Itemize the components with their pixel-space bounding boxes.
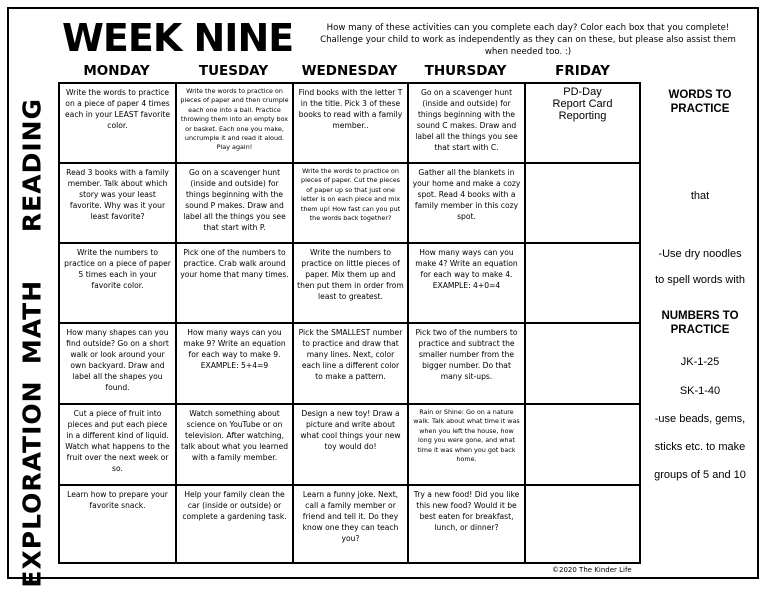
day-thursday: THURSDAY [424, 63, 507, 79]
numbers-tip-line-1: -use beads, gems, [654, 413, 746, 425]
cell-math-friday-1 [524, 242, 641, 324]
numbers-sk: SK-1-40 [679, 385, 721, 397]
cell-reading-tuesday-2: Go on a scavenger hunt (inside and outside) for things beginning with the sound P makes. Draw and label all the things you see that start with P. [175, 162, 294, 244]
cell-exploration-thursday-2: Try a new food! Did you like this new food? Would it be best eaten for breakfast, lunch, or dinner? [407, 484, 526, 564]
cell-exploration-thursday-1: Rain or Shine: Go on a nature walk. Talk about what time it was when you left the house, how long you were gone, and what time it was when you got back home. [407, 403, 526, 486]
cell-math-tuesday-1: Pick one of the numbers to practice. Crab walk around your home that many times. [175, 242, 294, 324]
cell-exploration-monday-1: Cut a piece of fruit into pieces and put each piece in a different kind of liquid. Watch what happens to the fruit over the next week or so. [58, 403, 177, 486]
cell-math-wednesday-2: Pick the SMALLEST number to practice and draw that many lines. Next, color each line a different color to make a pattern. [292, 322, 409, 405]
cell-exploration-friday-1 [524, 403, 641, 486]
cell-exploration-monday-2: Learn how to prepare your favorite snack. [58, 484, 177, 564]
cell-math-monday-2: How many shapes can you find outside? Go on a short walk or look around your own backyard. Draw and label all the shapes you found. [58, 322, 177, 405]
day-tuesday: TUESDAY [198, 63, 269, 79]
copyright: ©2020 The Kinder Life [552, 566, 632, 574]
cell-math-tuesday-2: How many ways can you make 9? Write an equation for each way to make 9. EXAMPLE: 5+4=9 [175, 322, 294, 405]
cell-reading-monday-1: Write the words to practice on a piece of paper 4 times each in your LEAST favorite color. [58, 82, 177, 164]
section-math: MATH [17, 279, 47, 365]
words-tip-line-2: to spell words with [655, 274, 745, 286]
cell-reading-friday-1: PD-Day Report Card Reporting [524, 82, 641, 164]
section-reading: READING [17, 97, 47, 233]
cell-math-wednesday-1: Write the numbers to practice on little pieces of paper. Mix them up and then put them in order from least to greatest. [292, 242, 409, 324]
intro-text: How many of these activities can you complete each day? Color each box that you complete! Challenge your child to work as independently as they can on these, but please also assist them when needed too. :) [320, 23, 736, 57]
numbers-tip-line-2: sticks etc. to make [654, 441, 746, 453]
cell-exploration-friday-2 [524, 484, 641, 564]
cell-reading-wednesday-2: Write the words to practice on pieces of paper. Cut the pieces of paper up so that just one letter is on each piece and mix them up! How fast can you put the words back together? [292, 162, 409, 244]
cell-exploration-tuesday-1: Watch something about science on YouTube or on television. After watching, talk about what you learned with a family member. [175, 403, 294, 486]
cell-math-thursday-2: Pick two of the numbers to practice and subtract the smaller number from the bigger number. Do that many sit-ups. [407, 322, 526, 405]
page-title: WEEK NINE [62, 16, 294, 60]
words-tip-line-1: -Use dry noodles [658, 248, 742, 260]
cell-math-monday-1: Write the numbers to practice on a piece of paper 5 times each in your favorite color. [58, 242, 177, 324]
numbers-jk: JK-1-25 [680, 356, 720, 368]
practice-word: that [690, 190, 710, 202]
cell-reading-thursday-1: Go on a scavenger hunt (inside and outside) for things beginning with the sound C makes. Draw and label all the things you see that start with C. [407, 82, 526, 164]
cell-reading-thursday-2: Gather all the blankets in your home and make a cozy spot. Read 4 books with a family member in this cozy spot. [407, 162, 526, 244]
day-friday: FRIDAY [555, 63, 610, 79]
numbers-heading: NUMBERS TO PRACTICE [661, 310, 739, 336]
cell-reading-monday-2: Read 3 books with a family member. Talk about which story was your least favorite. Why was it your least favorite? [58, 162, 177, 244]
cell-exploration-wednesday-2: Learn a funny joke. Next, call a family member or friend and tell it. Do they know one they can teach you? [292, 484, 409, 564]
cell-reading-wednesday-1: Find books with the letter T in the title. Pick 3 of these books to read with a family member.. [292, 82, 409, 164]
cell-exploration-wednesday-1: Design a new toy! Draw a picture and write about what cool things your new toy would do! [292, 403, 409, 486]
section-exploration: EXPLORATION [17, 380, 47, 588]
cell-math-friday-2 [524, 322, 641, 405]
numbers-tip-line-3: groups of 5 and 10 [654, 469, 746, 481]
cell-reading-friday-2 [524, 162, 641, 244]
cell-math-thursday-1: How many ways can you make 4? Write an equation for each way to make 4. EXAMPLE: 4+0=4 [407, 242, 526, 324]
cell-exploration-tuesday-2: Help your family clean the car (inside or outside) or complete a gardening task. [175, 484, 294, 564]
day-monday: MONDAY [83, 63, 150, 79]
cell-reading-tuesday-1: Write the words to practice on pieces of paper and then crumple each one into a ball. Practice throwing them into an empty box or basket. Each one you make, uncrumple it and read it aloud. Play again! [175, 82, 294, 164]
day-wednesday: WEDNESDAY [301, 63, 398, 79]
words-heading: WORDS TO PRACTICE [668, 89, 732, 115]
